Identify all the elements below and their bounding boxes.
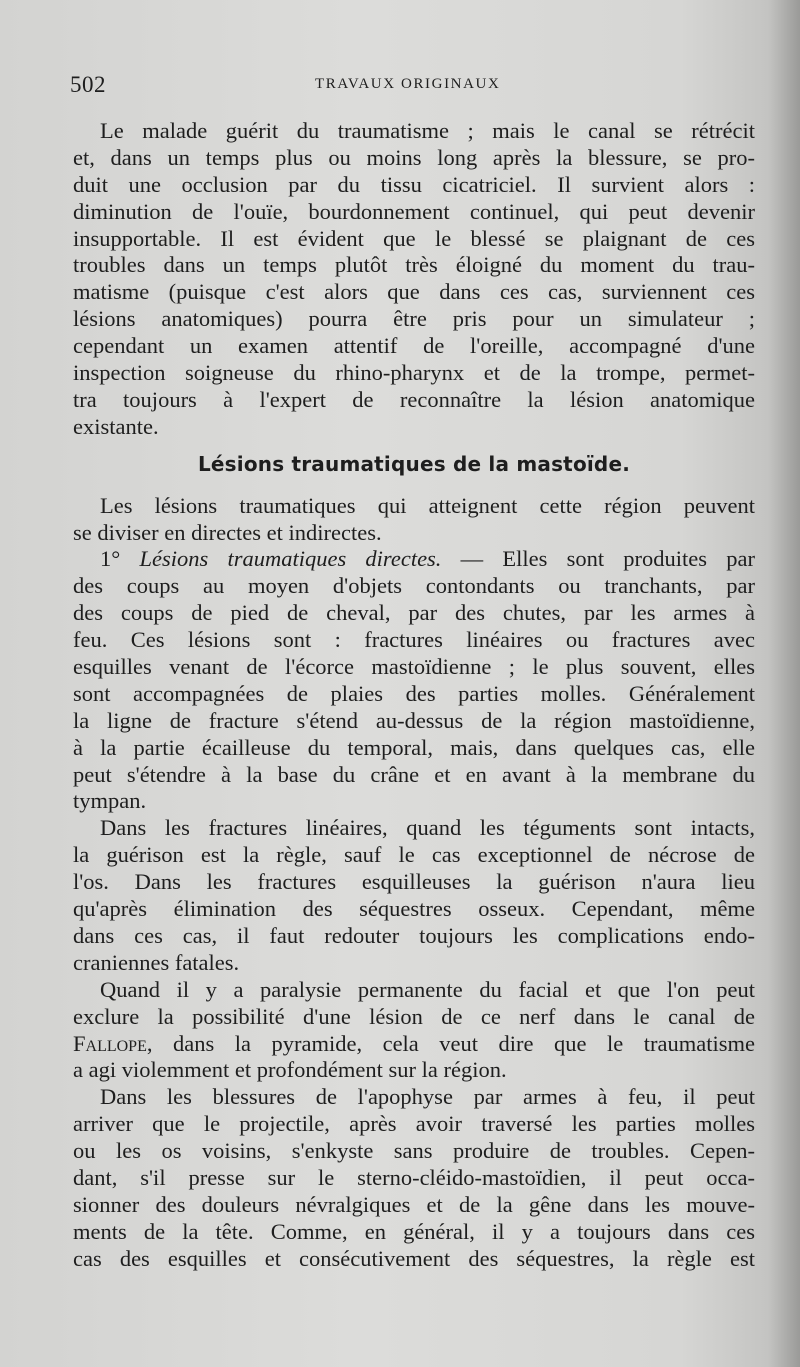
- text-line: exclure la possibilité d'une lésion de ce nerf dans le canal de: [73, 1003, 755, 1029]
- text-line: feu. Ces lésions sont : fractures linéaires ou fractures avec: [73, 627, 755, 653]
- text-line: des coups de pied de cheval, par des chutes, par les armes à: [73, 600, 755, 626]
- list-number: 1°: [100, 546, 121, 572]
- text-line: et, dans un temps plus ou moins long après la blessure, se pro-: [73, 144, 755, 170]
- running-head: [70, 70, 760, 100]
- text-line: sionner des douleurs névralgiques et de la gêne dans les mouve-: [73, 1191, 755, 1217]
- text-line: inspection soigneuse du rhino-pharynx et de la trompe, permet-: [73, 360, 755, 386]
- text-line: tra toujours à l'expert de reconnaître la lésion anatomique: [73, 386, 755, 412]
- paragraph-5: [73, 977, 755, 1085]
- text-line: cas des esquilles et consécutivement des séquestres, la règle est: [73, 1245, 755, 1271]
- text-line: Dans les blessures de l'apophyse par armes à feu, il peut: [100, 1084, 755, 1110]
- text-line: cependant un examen attentif de l'oreille, accompagné d'une: [73, 333, 755, 359]
- running-title: TRAVAUX ORIGINAUX: [315, 76, 501, 92]
- text-line: qu'après élimination des séquestres osseux. Cependant, même: [73, 896, 755, 922]
- paragraph-6: [73, 1084, 755, 1272]
- text-line: duit une occlusion par du tissu cicatriciel. Il survient alors :: [73, 171, 755, 197]
- text-line: ou les os voisins, s'enkyste sans produire de troubles. Cepen-: [73, 1138, 755, 1164]
- text-line: lésions anatomiques) pourra être pris pour un simulateur ;: [73, 306, 755, 332]
- paragraph-1: [73, 118, 755, 441]
- paragraph-4: [73, 815, 755, 976]
- text-line: la ligne de fracture s'étend au-dessus de la région mastoïdienne,: [73, 707, 755, 733]
- proper-name: Fallope: [73, 1030, 147, 1056]
- text-line: des coups au moyen d'objets contondants ou tranchants, par: [73, 573, 755, 599]
- text-line: [73, 546, 755, 573]
- subsection-title: Lésions traumatiques directes.: [139, 546, 442, 572]
- page-number: 502: [70, 72, 106, 97]
- text-line: dant, s'il presse sur le sterno-cléido-mastoïdien, il peut occa-: [73, 1164, 755, 1190]
- text-line: Quand il y a paralysie permanente du facial et que l'on peut: [100, 976, 755, 1002]
- body-text: [73, 118, 755, 1273]
- text-line: insupportable. Il est évident que le blessé se plaignant de ces: [73, 225, 755, 251]
- text-line: craniennes fatales.: [73, 949, 240, 975]
- text-line: se diviser en directes et indirectes.: [73, 519, 382, 545]
- text-line: peut s'étendre à la base du crâne et en avant à la membrane du: [73, 761, 755, 787]
- text-line: Dans les fractures linéaires, quand les téguments sont intacts,: [100, 815, 755, 841]
- text-line: tympan.: [73, 788, 147, 814]
- text-line: sont accompagnées de plaies des parties molles. Généralement: [73, 680, 755, 706]
- text-fragment: , dans la pyramide, cela veut dire que le traumatisme: [146, 1030, 755, 1056]
- text-line: Les lésions traumatiques qui atteignent cette région peuvent: [100, 492, 755, 518]
- paragraph-3: [73, 546, 755, 815]
- text-line: matisme (puisque c'est alors que dans ces cas, surviennent ces: [73, 279, 755, 305]
- text-line: esquilles venant de l'écorce mastoïdienne ; le plus souvent, elles: [73, 654, 755, 680]
- text-line: ments de la tête. Comme, en général, il y a toujours dans ces: [73, 1218, 755, 1244]
- text-line: à la partie écailleuse du temporal, mais, dans quelques cas, elle: [73, 734, 755, 760]
- text-line: arriver que le projectile, après avoir traversé les parties molles: [73, 1111, 755, 1137]
- text-line: a agi violemment et profondément sur la région.: [73, 1057, 507, 1083]
- text-line: la guérison est la règle, sauf le cas exceptionnel de nécrose de: [73, 842, 755, 868]
- text-fragment: — Elles sont produites par: [441, 546, 755, 572]
- paragraph-2: [73, 493, 755, 547]
- text-line: diminution de l'ouïe, bourdonnement continuel, qui peut devenir: [73, 198, 755, 224]
- text-line: existante.: [73, 413, 159, 439]
- section-heading: Lésions traumatiques de la mastoïde.: [197, 451, 631, 476]
- text-line: [73, 1031, 755, 1058]
- text-line: l'os. Dans les fractures esquilleuses la guérison n'aura lieu: [73, 869, 755, 895]
- text-line: troubles dans un temps plutôt très éloigné du moment du trau-: [73, 252, 755, 278]
- text-line: Le malade guérit du traumatisme ; mais le canal se rétrécit: [100, 118, 755, 143]
- text-line: dans ces cas, il faut redouter toujours les complications endo-: [73, 922, 755, 948]
